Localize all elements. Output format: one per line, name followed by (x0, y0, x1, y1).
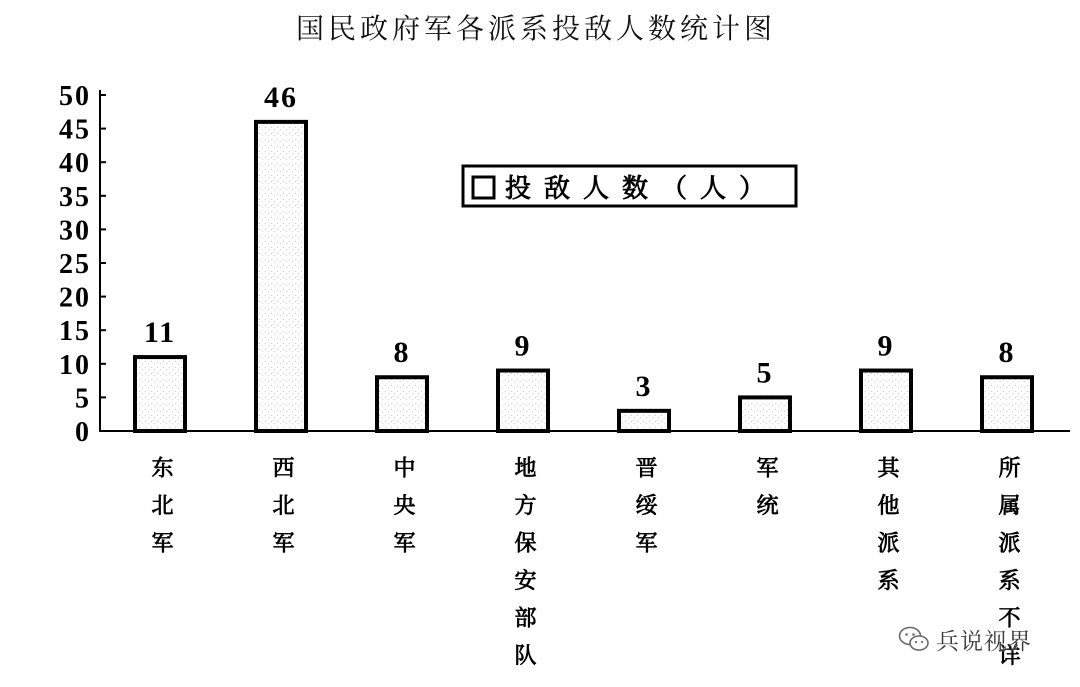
bar-value-label: 8 (393, 336, 411, 370)
bar-value-label: 3 (635, 369, 653, 403)
y-tick-label: 50 (59, 81, 91, 112)
y-axis-ticks (59, 81, 106, 448)
y-tick-label: 0 (75, 417, 91, 448)
bar (377, 377, 427, 431)
bar-value-label: 9 (877, 329, 895, 363)
x-category-label: 西北军 (269, 456, 294, 569)
bar-value-label: 8 (998, 336, 1016, 370)
y-tick-label: 30 (59, 215, 91, 247)
x-category-label: 地方保安部队 (511, 456, 536, 681)
legend-swatch (473, 177, 494, 198)
y-tick-label: 5 (75, 383, 91, 415)
watermark-text: 兵说视界 (936, 628, 1032, 655)
y-tick-label: 45 (59, 114, 91, 146)
x-category-label: 所属派系不详 (995, 456, 1020, 681)
y-tick-label: 40 (59, 148, 91, 180)
y-tick-label: 15 (59, 316, 91, 348)
y-tick-label: 10 (59, 349, 91, 381)
bar (135, 357, 185, 431)
bar-value-label: 5 (756, 356, 774, 390)
legend-label: 投敌人数（人） (505, 174, 779, 204)
x-category-label: 军统 (753, 456, 778, 531)
x-category-label: 其他派系 (874, 456, 899, 606)
bar-series (135, 81, 1032, 431)
bar (619, 411, 669, 431)
bar (982, 377, 1032, 431)
bar-value-label: 11 (143, 316, 177, 350)
bar (498, 371, 548, 431)
wechat-icon (898, 625, 930, 653)
watermark (898, 622, 1032, 656)
x-category-label: 中央军 (390, 456, 415, 569)
chart-title: 国民政府军各派系投敌人数统计图 (295, 12, 777, 45)
y-tick-label: 25 (59, 249, 91, 280)
legend (463, 166, 796, 206)
bar (740, 397, 790, 431)
bar-value-label: 46 (264, 80, 298, 114)
bar-value-label: 9 (514, 329, 532, 363)
x-category-label: 晋绥军 (632, 456, 657, 569)
x-category-label: 东北军 (148, 456, 173, 569)
y-tick-label: 35 (59, 181, 91, 213)
bar (861, 371, 911, 431)
bar (256, 122, 306, 431)
y-tick-label: 20 (59, 282, 91, 314)
